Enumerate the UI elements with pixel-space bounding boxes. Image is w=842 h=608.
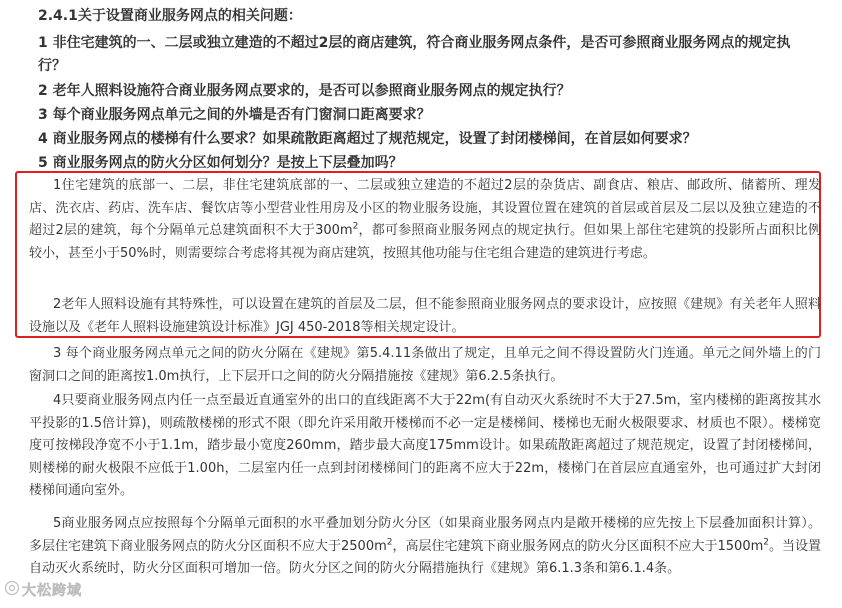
answer-1-part1: 1住宅建筑的底部一、二层，非住宅建筑底部的一、二层或独立建造的不超过2层的杂货店、副食店、粮店、邮政所、储蓄所、理发店、洗衣店、药店、洗车店、餐饮店等小型营业性用房及小区的物业服务设施，其设置位置在建筑的首层或首层及二层以及独立建造的不超过2层的建筑，每个分隔单元总建筑面积不大于300m — [29, 178, 821, 239]
answer-3: 3 每个商业服务网点单元之间的防火分隔在《建规》第5.4.11条做出了规定，且单元之间不得设置防火门连通。单元之间外墙上的门窗洞口之间的距离按1.0m执行，上下层开口之间的防火分隔措施按《建规》第6.2.5条执行。 — [29, 346, 821, 384]
answer-5 — [29, 513, 821, 581]
watermark — [4, 580, 82, 600]
answer-5-part2: ，高层住宅建筑下商业服务网点的防火分区面积不应大于1500m — [392, 538, 764, 554]
answer-5-part3: 。当设置自动灭火系统时，防火分区面积可增加一倍。防火分区之间的防火分隔措施执行《建规》第6.1.3条和第6.1.4条。 — [29, 538, 822, 577]
answer-2: 2老年人照料设施有其特殊性，可以设置在建筑的首层及二层，但不能参照商业服务网点的要求设计，应按照《建规》有关老年人照料设施以及《老年人照料设施建筑设计标准》JGJ 450-2018等相关规定设计。 — [29, 297, 821, 335]
answer-5-part1: 5商业服务网点应按照每个分隔单元面积的水平叠加划分防火分区（如果商业服务网点内是敞开楼梯的应先按上下层叠加面积计算）。多层住宅建筑下商业服务网点的防火分区面积不应大于2500m — [29, 516, 821, 554]
answer-4: 4只要商业服务网点内任一点至最近直通室外的出口的直线距离不大于22m(有自动灭火系统时不大于27.5m，室内楼梯的距离按其水平投影的1.5倍计算)，则疏散楼梯的形式不限（即允许采用敞开楼梯而不必一定是楼梯间、楼梯也无耐火极限要求、材质也不限）。楼梯宽度可按梯段净宽不小于1.1m，踏步最小宽度260mm，踏步最大高度175mm设计。如果疏散距离超过了规范规定，设置了封闭楼梯间，则楼梯的耐火极限不应低于1.00h，二层室内任一点到封闭楼梯间门的距离不应大于22m，楼梯门在首层应直通室外，也可通过扩大封闭楼梯间通向室外。 — [29, 393, 821, 499]
section-title: 2.4.1关于设置商业服务网点的相关问题： — [38, 8, 302, 24]
question-5: 5 商业服务网点的防火分区如何划分？是按上下层叠加吗？ — [38, 155, 403, 171]
watermark-text: 大松跨域 — [22, 583, 82, 599]
superscript-2: 2 — [763, 537, 769, 548]
superscript-2: 2 — [352, 221, 359, 232]
answer-1-part2: ，都可参照商业服务网点的规定执行。但如果上部住宅建筑的投影所占面积比例较小，甚至小于50%时，则需要综合考虑将其视为商店建筑，按照其他功能与住宅组合建造的建筑进行考虑。 — [29, 223, 821, 261]
superscript-2: 2 — [386, 537, 393, 548]
question-1: 1 非住宅建筑的一、二层或独立建造的不超过2层的商店建筑，符合商业服务网点条件，是否可参照商业服务网点的规定执行？ — [38, 35, 791, 74]
camera-logo-icon — [4, 580, 20, 600]
question-4: 4 商业服务网点的楼梯有什么要求？如果疏散距离超过了规范规定，设置了封闭楼梯间，在首层如何要求？ — [38, 131, 697, 147]
question-3: 3 每个商业服务网点单元之间的外墙是否有门窗洞口距离要求？ — [38, 107, 431, 123]
answer-1 — [29, 175, 821, 265]
question-2: 2 老年人照料设施符合商业服务网点要求的，是否可以参照商业服务网点的规定执行？ — [38, 83, 571, 99]
